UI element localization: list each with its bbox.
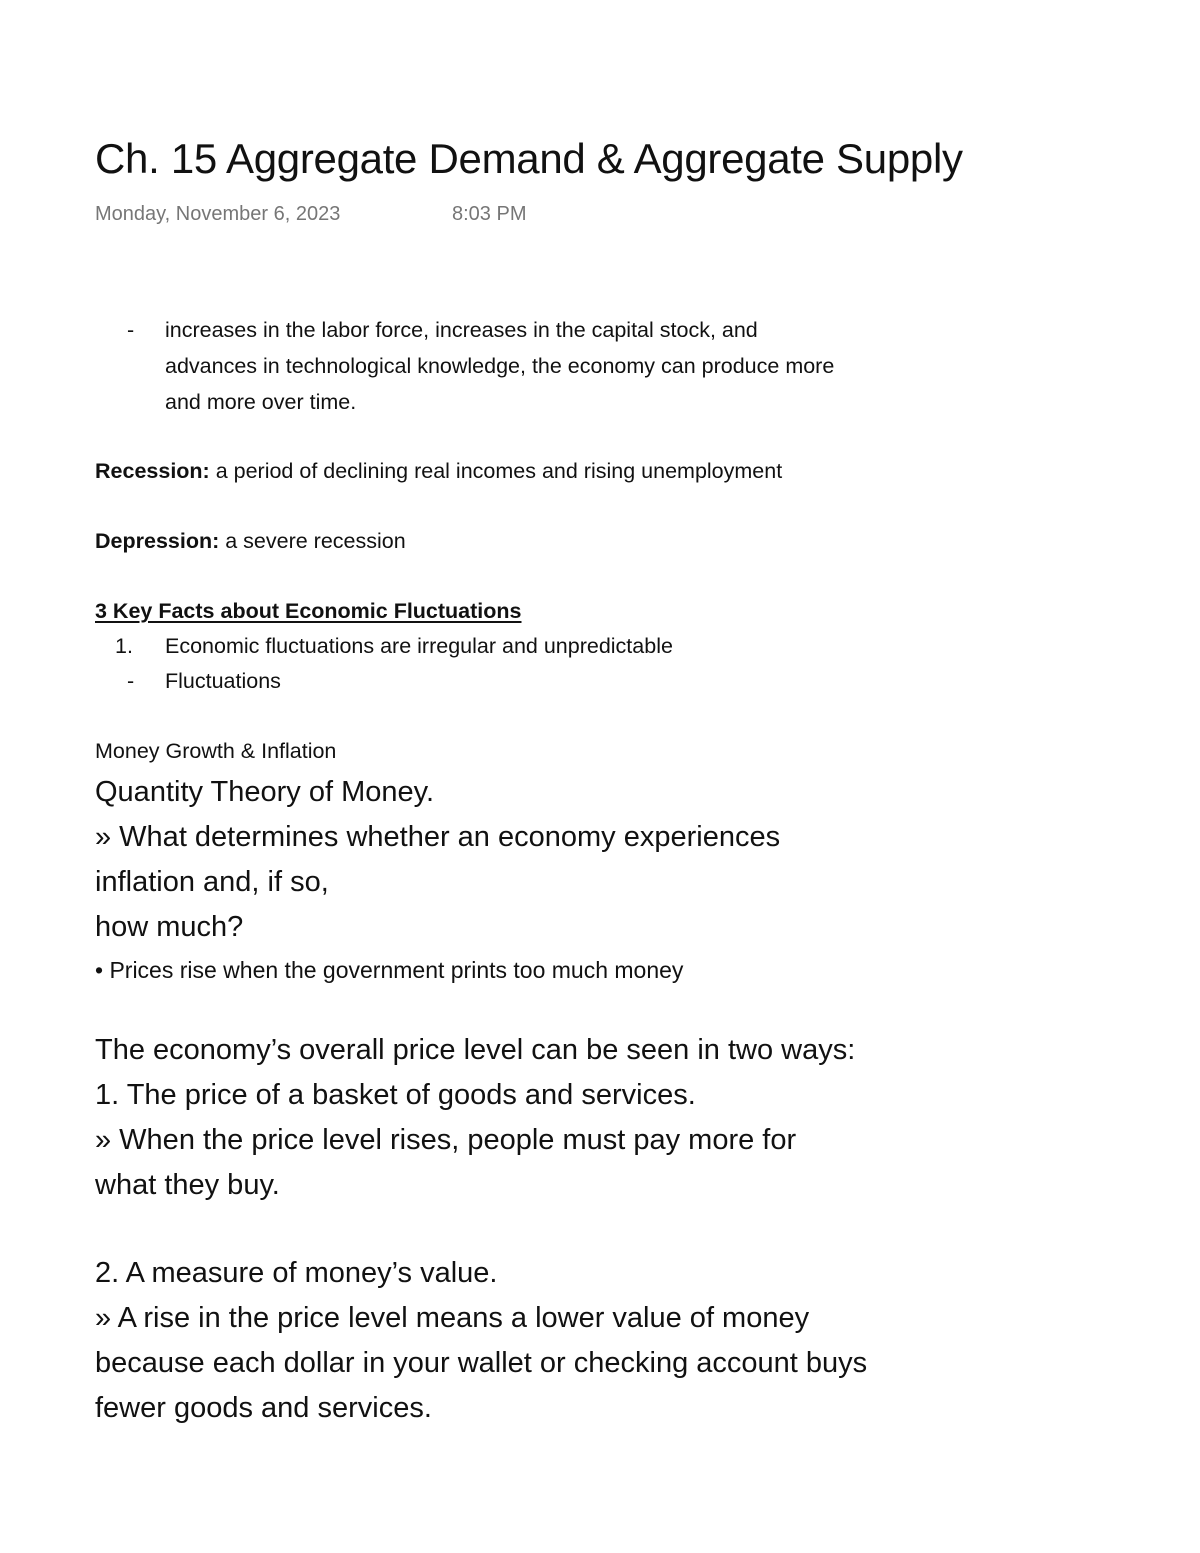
- page-title: Ch. 15 Aggregate Demand & Aggregate Supply: [95, 135, 963, 182]
- money-line-4: how much?: [95, 911, 244, 943]
- price-line-4: what they buy.: [95, 1169, 280, 1201]
- term-depression: Depression:: [95, 529, 220, 553]
- number-marker: 1.: [115, 634, 133, 658]
- intro-line-2: advances in technological knowledge, the economy can produce more: [165, 354, 835, 378]
- dash-marker: -: [127, 669, 135, 693]
- price-line-5: 2. A measure of money’s value.: [95, 1257, 498, 1289]
- key-fact-subtext: Fluctuations: [165, 669, 281, 693]
- intro-line-3: and more over time.: [165, 390, 357, 414]
- money-bullet: • Prices rise when the government prints too much money: [95, 957, 684, 983]
- money-line-1: Quantity Theory of Money.: [95, 776, 435, 808]
- dash-marker: -: [127, 318, 135, 342]
- money-line-2: » What determines whether an economy experiences: [95, 821, 781, 853]
- key-fact-text: Economic fluctuations are irregular and unpredictable: [165, 634, 673, 658]
- price-line-1: The economy’s overall price level can be seen in two ways:: [95, 1034, 856, 1066]
- price-line-3: » When the price level rises, people must pay more for: [95, 1124, 797, 1156]
- intro-line-1: increases in the labor force, increases in the capital stock, and: [165, 318, 758, 342]
- money-line-3: inflation and, if so,: [95, 866, 329, 898]
- price-line-2: 1. The price of a basket of goods and services.: [95, 1079, 696, 1111]
- price-line-6: » A rise in the price level means a lower value of money: [95, 1302, 810, 1334]
- definition-recession: [95, 454, 782, 489]
- term-recession: Recession:: [95, 459, 210, 483]
- money-subheading: Money Growth & Inflation: [95, 739, 337, 763]
- key-facts-heading: 3 Key Facts about Economic Fluctuations: [95, 599, 522, 623]
- note-date: Monday, November 6, 2023: [95, 203, 341, 225]
- price-line-8: fewer goods and services.: [95, 1392, 432, 1424]
- note-time: 8:03 PM: [452, 203, 527, 225]
- definition-depression: [95, 524, 406, 559]
- definition-text: a period of declining real incomes and rising unemployment: [209, 459, 783, 483]
- definition-text: a severe recession: [219, 529, 406, 553]
- price-line-7: because each dollar in your wallet or checking account buys: [95, 1347, 868, 1379]
